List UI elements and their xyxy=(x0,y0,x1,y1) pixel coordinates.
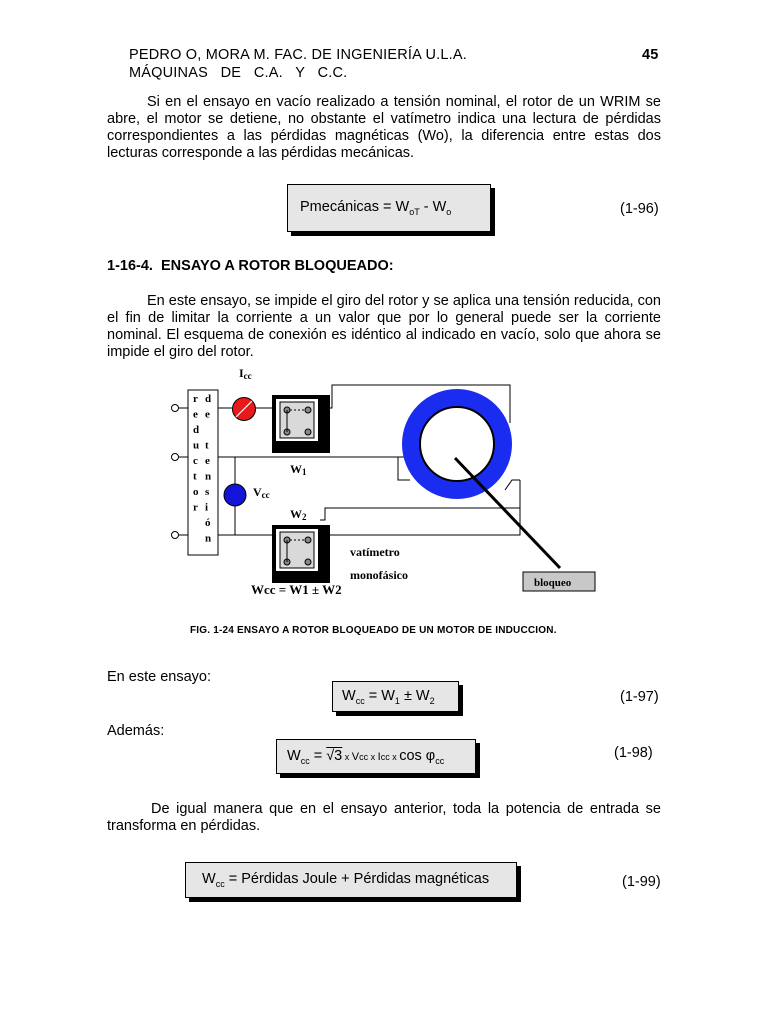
wattmeter-2 xyxy=(272,525,330,583)
equation-number-97: (1-97) xyxy=(620,689,659,705)
regulator-letter: c xyxy=(193,455,198,467)
bloqueo-box xyxy=(523,572,595,591)
paragraph-2-text: En este ensayo, se impide el giro del rotor y se aplica una tensión reducida, con el fin de limitar la corriente a un valor que por lo general puede ser la corriente nominal. El esquema de conexión es idéntico al indicado en vacío, solo que ahora se impide el giro del rotor. xyxy=(107,293,661,360)
paragraph-1 xyxy=(107,94,661,162)
svg-text:bloqueo: bloqueo xyxy=(534,577,572,589)
wattmeter-1 xyxy=(272,395,330,453)
equation-number-96: (1-96) xyxy=(620,201,659,217)
equation-box-97 xyxy=(332,681,459,712)
equation-box-98 xyxy=(276,739,476,774)
equation-number-98: (1-98) xyxy=(614,745,653,761)
regulator-letter: d xyxy=(193,424,200,436)
voltmeter xyxy=(224,484,246,506)
regulator-letter: u xyxy=(193,439,200,452)
regulator-letter: ó xyxy=(205,517,211,529)
regulator-letter: t xyxy=(205,439,209,452)
equation-box-96 xyxy=(287,184,491,232)
intro-97: En este ensayo: xyxy=(107,669,211,685)
header-author: PEDRO O, MORA M. FAC. DE INGENIERÍA U.L.A. xyxy=(129,47,467,63)
paragraph-3 xyxy=(107,801,661,835)
regulator-letter: s xyxy=(205,486,210,498)
regulator-letter: o xyxy=(193,486,199,498)
w1-label: W1 xyxy=(290,462,307,477)
regulator-letter: n xyxy=(205,532,212,545)
paragraph-1-text: Si en el ensayo en vacío realizado a tensión nominal, el rotor de un WRIM se abre, el motor se detiene, no obstante el vatímetro indica una lectura de pérdidas correspondientes a las pérdidas magnéticas (Wo), la diferencia entre estas dos lecturas corresponde a las pérdidas mecánicas. xyxy=(107,94,661,161)
monofasico-label: monofásico xyxy=(350,568,408,582)
icc-label: Icc xyxy=(239,366,252,381)
motor-rotor xyxy=(404,391,560,568)
terminals xyxy=(172,405,189,539)
equation-98: $W_{cc} = √3$ x Vcc x Icc x $\cos \varphi_{cc}$ xyxy=(287,747,445,766)
regulator-letter: d xyxy=(205,393,212,405)
equation-box-99 xyxy=(185,862,517,898)
vatimetro-label: vatímetro xyxy=(350,545,400,559)
paragraph-3-text: De igual manera que en el ensayo anterior, toda la potencia de entrada se transforma en pérdidas. xyxy=(107,801,661,834)
vcc-label: Vcc xyxy=(253,485,270,500)
regulator-letter: t xyxy=(193,470,197,483)
regulator-letter: e xyxy=(205,408,210,421)
equation-96: Pmecánicas = $W_{oT} - W_o$ xyxy=(300,199,452,217)
regulator-letter: e xyxy=(193,408,198,421)
equation-99: $W_{cc}$ = Pérdidas Joule + Pérdidas magnéticas xyxy=(202,871,490,889)
wcc-figure-equation: Wcc = W1 ± W2 xyxy=(251,582,342,597)
circuit-figure xyxy=(160,360,610,605)
regulator-letter: r xyxy=(193,393,198,405)
regulator-letter: i xyxy=(205,501,209,514)
header-subject: MÁQUINAS DE C.A. Y C.C. xyxy=(129,65,348,81)
figure-caption: FIG. 1-24 ENSAYO A ROTOR BLOQUEADO DE UN MOTOR DE INDUCCION. xyxy=(190,625,557,636)
regulator-letter: r xyxy=(193,501,198,514)
w2-label: W2 xyxy=(290,507,307,522)
intro-98: Además: xyxy=(107,723,165,739)
section-heading: 1-16-4. ENSAYO A ROTOR BLOQUEADO: xyxy=(107,258,394,274)
paragraph-2 xyxy=(107,293,661,361)
equation-number-99: (1-99) xyxy=(622,874,661,890)
regulator-letter: e xyxy=(205,455,210,467)
regulator-letter: n xyxy=(205,470,212,483)
page-number: 45 xyxy=(642,47,659,63)
equation-97: $W_{cc} = W_1 \pm W_2$ xyxy=(342,687,435,706)
